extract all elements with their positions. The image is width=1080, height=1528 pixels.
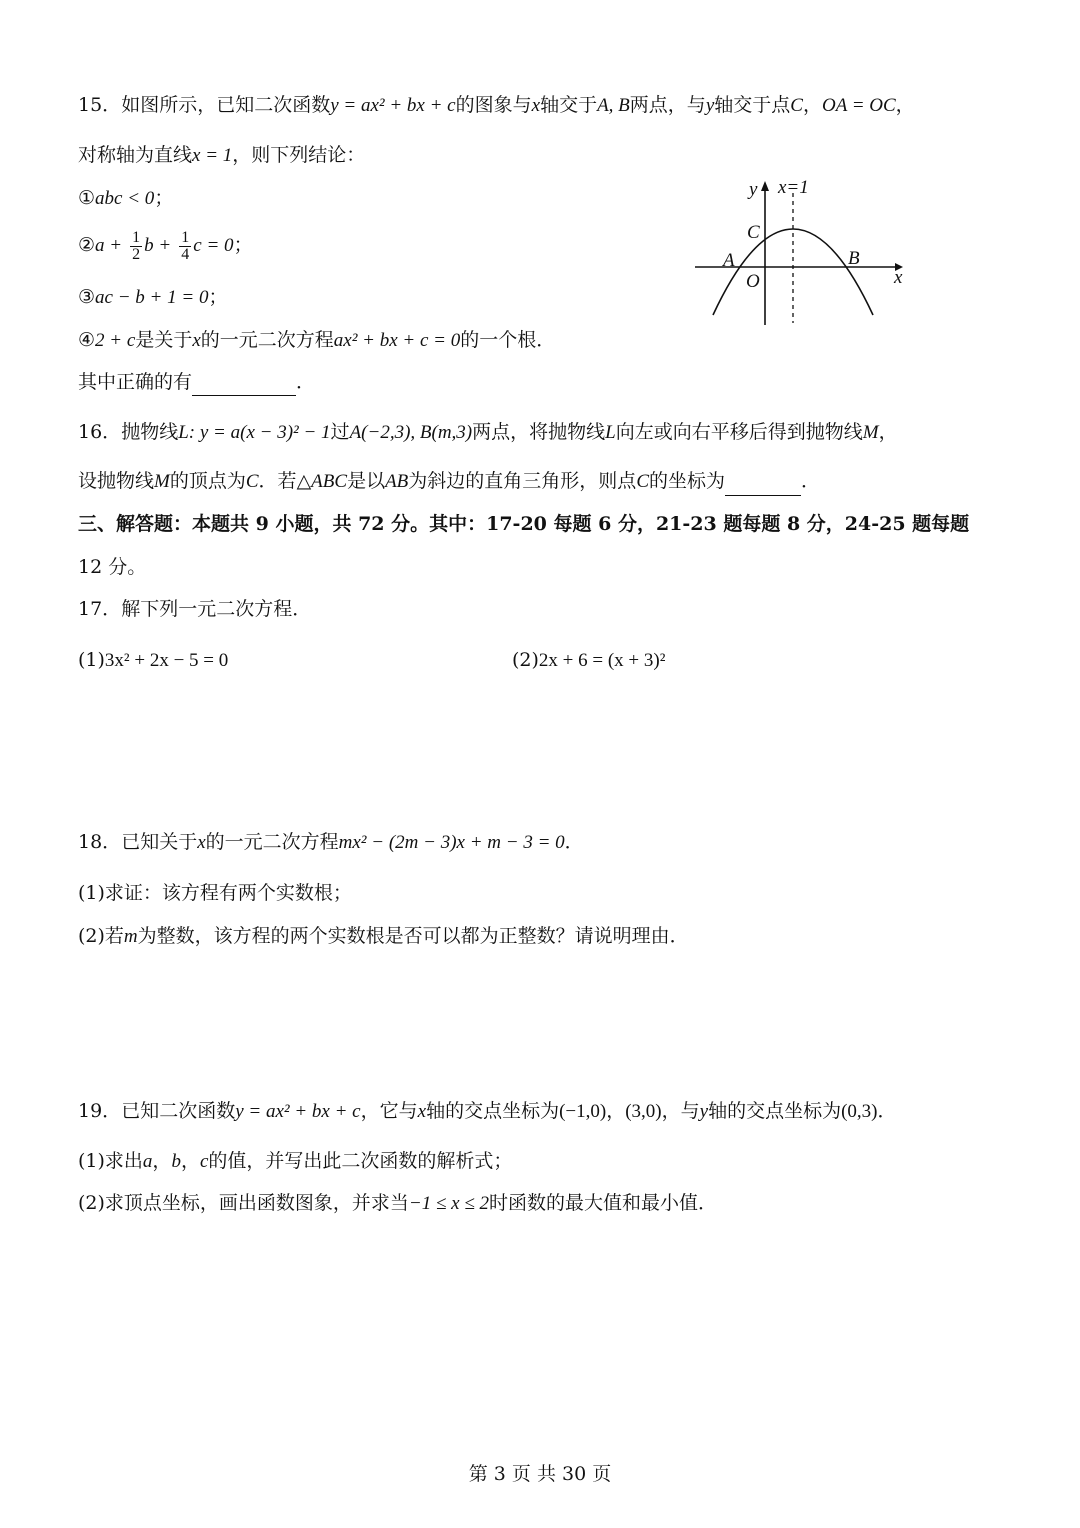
q15-statement-1: ①abc < 0； bbox=[78, 187, 174, 209]
q19-part-1: (1)求出a，b，c的值，并写出此二次函数的解析式； bbox=[78, 1150, 513, 1172]
q16-line-1: 16．抛物线L: y = a(x − 3)² − 1过A(−2,3), B(m,3)两点，将抛物线L向左或向右平移后得到抛物线M， bbox=[78, 421, 898, 443]
q18-part-1: (1)求证：该方程有两个实数根； bbox=[78, 882, 352, 904]
function-expression: y = ax² + bx + c bbox=[330, 95, 456, 116]
section-header-cont: 12 分。 bbox=[78, 556, 147, 578]
fraction-half: $\frac{1}{2}$ bbox=[132, 228, 141, 263]
q19-part-2: (2)求顶点坐标，画出函数图象，并求当−1 ≤ x ≤ 2时函数的最大值和最小值． bbox=[78, 1192, 718, 1214]
q19-line-1: 19．已知二次函数y = ax² + bx + c，它与x轴的交点坐标为(−1,0)，(3,0)，与y轴的交点坐标为(0,3)． bbox=[78, 1100, 897, 1122]
q15-statement-3: ③ac − b + 1 = 0； bbox=[78, 286, 228, 308]
q17-part-1: (1)3x² + 2x − 5 = 0 bbox=[78, 649, 229, 671]
fraction-quarter: $\frac{1}{4}$ bbox=[181, 228, 190, 263]
section-header: 三、解答题：本题共 9 小题，共 72 分。其中：17-20 每题 6 分，21-23 题每题 8 分，24-25 题每题 bbox=[78, 513, 970, 535]
q17-part-2: (2)2x + 6 = (x + 3)² bbox=[512, 649, 666, 671]
answer-blank[interactable] bbox=[725, 473, 801, 496]
q17-title: 17．解下列一元二次方程． bbox=[78, 598, 312, 620]
q16-line-2: 设抛物线M的顶点为C．若△ABC是以AB为斜边的直角三角形，则点C的坐标为 ． bbox=[78, 467, 820, 496]
q15-line-2: 对称轴为直线x = 1，则下列结论： bbox=[78, 144, 366, 166]
graph-label-A: A bbox=[723, 250, 735, 271]
graph-label-O: O bbox=[746, 271, 760, 292]
q15-answer-line: 其中正确的有 ． bbox=[78, 368, 315, 396]
graph-label-y: y bbox=[749, 179, 758, 200]
page-footer: 第 3 页 共 30 页 bbox=[468, 1463, 612, 1485]
q18-line-1: 18．已知关于x的一元二次方程mx² − (2m − 3)x + m − 3 = 0． bbox=[78, 831, 584, 853]
answer-blank[interactable] bbox=[192, 373, 296, 396]
graph-label-x: x bbox=[894, 267, 903, 288]
graph-label-C: C bbox=[747, 222, 760, 243]
q18-part-2: (2)若m为整数，该方程的两个实数根是否可以都为正整数？请说明理由． bbox=[78, 925, 689, 947]
graph-label-B: B bbox=[848, 248, 860, 269]
q15-statement-4: ④2 + c是关于x的一元二次方程ax² + bx + c = 0的一个根． bbox=[78, 329, 556, 351]
parabola-graph bbox=[690, 175, 920, 327]
y-axis-arrow bbox=[761, 181, 769, 191]
q15-line-1: 15．如图所示，已知二次函数y = ax² + bx + c的图象与x轴交于A, B两点，与y轴交于点C，OA = OC， bbox=[78, 94, 915, 116]
q15-statement-2: ②a + $\frac{1}{2}$ b + $\frac{1}{4}$ c = 0； bbox=[78, 228, 253, 263]
graph-label-x1: x=1 bbox=[778, 177, 809, 198]
